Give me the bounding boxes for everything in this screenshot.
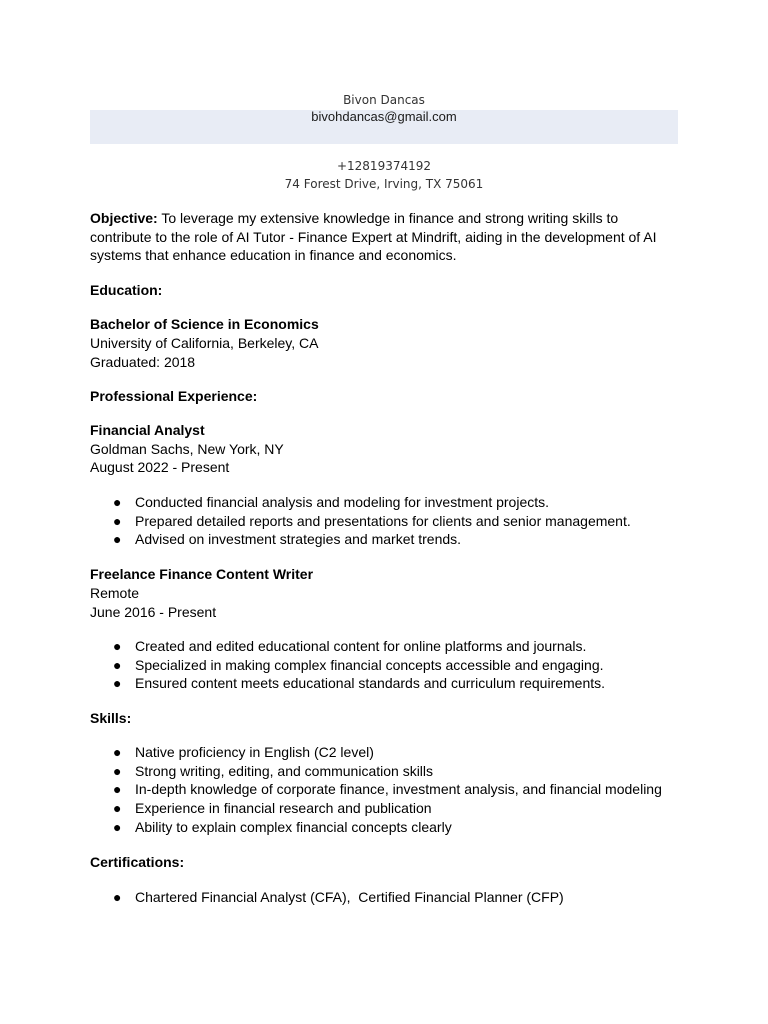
list-item-text: Native proficiency in English (C2 level) (135, 744, 374, 760)
list-item-text: Experience in financial research and publication (135, 800, 432, 817)
bullet-icon: ● (113, 762, 122, 779)
list-item-text: Ensured content meets educational standards and curriculum requirements. (135, 675, 606, 692)
job-company: Remote (90, 585, 140, 601)
list-item (90, 799, 690, 818)
list-item (90, 512, 690, 531)
bullet-icon: ● (113, 512, 122, 529)
list-item-text: Conducted financial analysis and modeling for investment projects. (135, 494, 550, 510)
bullet-icon: ● (113, 889, 122, 905)
experience-heading: Professional Experience: (90, 388, 258, 404)
list-item-text: Advised on investment strategies and market trends. (135, 531, 462, 548)
list-item (90, 888, 690, 907)
list-item-text: Created and edited educational content for online platforms and journals. (135, 638, 587, 654)
bullet-icon: ● (113, 818, 122, 835)
bullet-icon: ● (113, 638, 122, 654)
education-school: University of California, Berkeley, CA (90, 335, 319, 351)
list-item-text: Chartered Financial Analyst (CFA), Certified Financial Planner (CFP) (135, 889, 564, 905)
job-dates: August 2022 - Present (90, 459, 230, 475)
education-degree: Bachelor of Science in Economics (90, 316, 319, 332)
bullet-icon: ● (113, 744, 122, 760)
job-title: Financial Analyst (90, 422, 205, 438)
objective-paragraph (90, 209, 680, 265)
job-bullet-list (90, 493, 690, 549)
candidate-name: Bivon Dancas (343, 93, 425, 107)
bullet-icon: ● (113, 656, 122, 673)
list-item (90, 743, 690, 762)
list-item-text: In-depth knowledge of corporate finance, investment analysis, and financial modeling (135, 781, 662, 798)
list-item (90, 762, 690, 781)
education-graduated: Graduated: 2018 (90, 354, 196, 370)
bullet-icon: ● (113, 800, 122, 817)
job-bullet-list (90, 637, 690, 693)
email-address[interactable]: bivohdancas@gmail.com (311, 109, 457, 124)
postal-address: 74 Forest Drive, Irving, TX 75061 (284, 177, 484, 191)
list-item (90, 493, 690, 512)
job-title: Freelance Finance Content Writer (90, 566, 314, 582)
list-item (90, 818, 690, 837)
certifications-heading: Certifications: (90, 854, 185, 870)
list-item (90, 530, 690, 549)
job-dates: June 2016 - Present (90, 604, 217, 620)
bullet-icon: ● (113, 494, 122, 510)
certifications-list (90, 888, 690, 907)
resume-page (90, 0, 678, 1024)
phone-number: +12819374192 (336, 159, 432, 173)
education-heading: Education: (90, 282, 163, 298)
list-item-text: Specialized in making complex financial concepts accessible and engaging. (135, 656, 604, 673)
list-item (90, 674, 690, 693)
skills-list (90, 743, 690, 836)
bullet-icon: ● (113, 531, 122, 548)
skills-heading: Skills: (90, 710, 132, 726)
list-item (90, 780, 690, 799)
bullet-icon: ● (113, 781, 122, 798)
job-company: Goldman Sachs, New York, NY (90, 441, 284, 457)
objective-label: Objective: (90, 210, 158, 226)
list-item (90, 637, 690, 656)
list-item-text: Strong writing, editing, and communication skills (135, 762, 434, 779)
list-item (90, 656, 690, 675)
list-item-text: Ability to explain complex financial concepts clearly (135, 818, 452, 835)
objective-text: To leverage my extensive knowledge in finance and strong writing skills to contribute to the role of AI Tutor - Finance Expert at Mindrift, aiding in the development of AI systems that enhance education in finance and economics. (90, 210, 657, 263)
list-item-text: Prepared detailed reports and presentations for clients and senior management. (135, 512, 631, 529)
bullet-icon: ● (113, 675, 122, 692)
